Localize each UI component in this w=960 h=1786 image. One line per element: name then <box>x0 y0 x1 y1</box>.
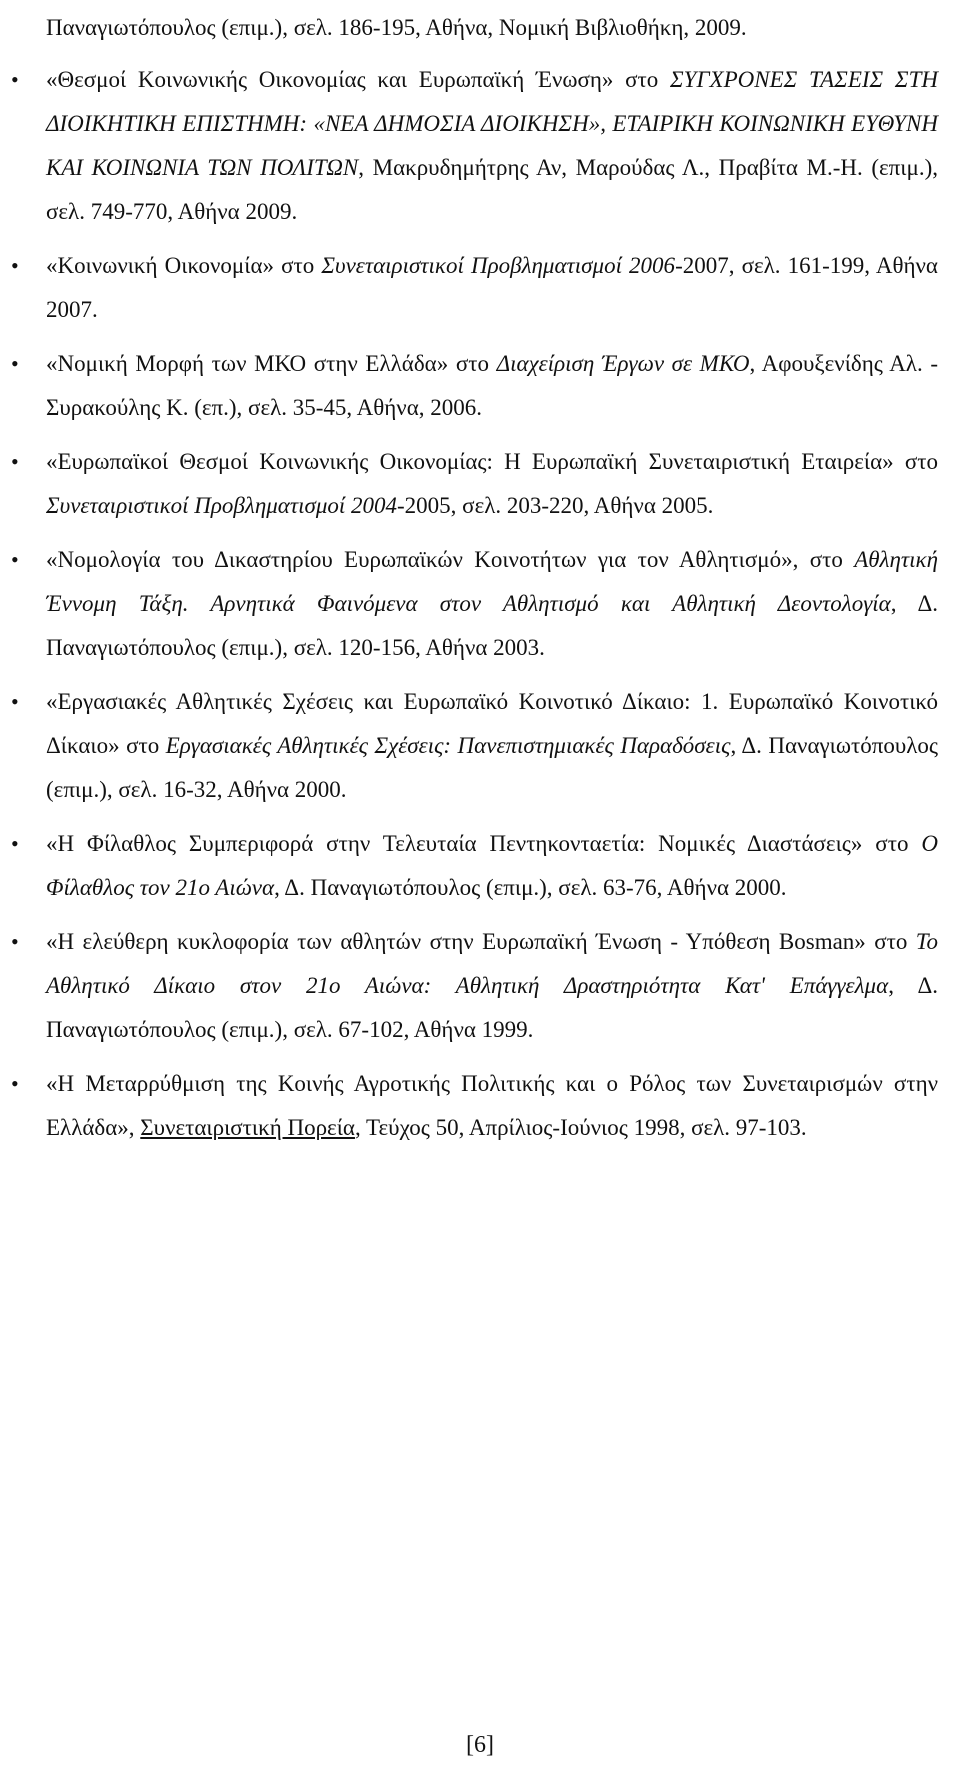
entry-text: «Κοινωνική Οικονομία» στο <box>46 253 322 278</box>
entry-details: , Αφουξενίδης Αλ. - Συρακούλης Κ. (επ.), σελ. 35-45, Αθήνα, 2006. <box>46 351 938 420</box>
list-item <box>46 680 938 812</box>
entry-text: «Η Μεταρρύθμιση της Κοινής Αγροτικής Πολιτικής και ο Ρόλος των Συνεταιρισμών στην Ελλάδα», <box>46 1071 938 1140</box>
entry-source-title: Εργασιακές Αθλητικές Σχέσεις: Πανεπιστημιακές Παραδόσεις <box>165 733 731 758</box>
list-item <box>46 440 938 528</box>
entry-text: «Νομική Μορφή των ΜΚΟ στην Ελλάδα» στο <box>46 351 497 376</box>
entry-details: -2007, σελ. 161-199, Αθήνα 2007. <box>46 253 938 322</box>
entry-details: , Μακρυδημήτρης Αν, Μαρούδας Λ., Πραβίτα Μ.-Η. (επιμ.), σελ. 749-770, Αθήνα 2009. <box>46 155 938 224</box>
entry-source-title: Συνεταιριστικοί Προβληματισμοί 2006 <box>321 253 676 278</box>
entry-text: «Ευρωπαϊκοί Θεσμοί Κοινωνικής Οικονομίας: Η Ευρωπαϊκή Συνεταιριστική Εταιρεία» στο <box>46 449 938 474</box>
list-item <box>46 822 938 910</box>
list-item <box>46 244 938 332</box>
entry-journal-title: Συνεταιριστική Πορεία <box>140 1115 355 1140</box>
entry-text: «Η ελεύθερη κυκλοφορία των αθλητών στην Ευρωπαϊκή Ένωση - Υπόθεση Bosman» στο <box>46 929 916 954</box>
bibliography-list <box>46 58 938 1150</box>
list-item <box>46 1062 938 1150</box>
entry-details: , Δ. Παναγιωτόπουλος (επιμ.), σελ. 16-32, Αθήνα 2000. <box>46 733 938 802</box>
list-item <box>46 538 938 670</box>
entry-details: , Τεύχος 50, Απρίλιος-Ιούνιος 1998, σελ. 97-103. <box>354 1115 807 1140</box>
list-item <box>46 342 938 430</box>
entry-details: -2005, σελ. 203-220, Αθήνα 2005. <box>397 493 714 518</box>
document-page <box>46 0 938 1160</box>
entry-source-title: Συνεταιριστικοί Προβληματισμοί 2004 <box>46 493 398 518</box>
entry-details: , Δ. Παναγιωτόπουλος (επιμ.), σελ. 120-156, Αθήνα 2003. <box>46 591 938 660</box>
entry-text: «Θεσμοί Κοινωνικής Οικονομίας και Ευρωπαϊκή Ένωση» στο <box>46 67 670 92</box>
page-number: [6] <box>466 1732 494 1758</box>
entry-text: «Νομολογία του Δικαστηρίου Ευρωπαϊκών Κοινοτήτων για τον Αθλητισμό», στο <box>46 547 855 572</box>
entry-source-title: ΣΥΓΧΡΟΝΕΣ ΤΑΣΕΙΣ ΣΤΗ ΔΙΟΙΚΗΤΙΚΗ ΕΠΙΣΤΗΜΗ: «ΝΕΑ ΔΗΜΟΣΙΑ ΔΙΟΙΚΗΣΗ», ΕΤΑΙΡΙΚΗ ΚΟΙΝΩΝΙΚΗ ΕΥΘΥΝΗ ΚΑΙ ΚΟΙΝΩΝΙΑ ΤΩΝ ΠΟΛΙΤΩΝ <box>46 67 938 180</box>
entry-details: , Δ. Παναγιωτόπουλος (επιμ.), σελ. 67-102, Αθήνα 1999. <box>46 973 938 1042</box>
entry-source-title: Αθλητική Έννομη Τάξη. Αρνητικά Φαινόμενα στον Αθλητισμό και Αθλητική Δεοντολογία <box>46 547 938 616</box>
continuation-text: Παναγιωτόπουλος (επιμ.), σελ. 186-195, Αθήνα, Νομική Βιβλιοθήκη, 2009. <box>46 15 747 40</box>
list-item <box>46 58 938 234</box>
entry-details: , Δ. Παναγιωτόπουλος (επιμ.), σελ. 63-76, Αθήνα 2000. <box>274 875 787 900</box>
continuation-paragraph <box>46 0 938 50</box>
entry-source-title: Ο Φίλαθλος τον 21ο Αιώνα <box>46 831 938 900</box>
entry-text: «Εργασιακές Αθλητικές Σχέσεις και Ευρωπαϊκό Κοινοτικό Δίκαιο: 1. Ευρωπαϊκό Κοινοτικό Δίκαιο» στο <box>46 689 938 758</box>
entry-source-title: Διαχείριση Έργων σε ΜΚΟ <box>496 351 750 376</box>
entry-text: «Η Φίλαθλος Συμπεριφορά στην Τελευταία Πεντηκονταετία: Νομικές Διαστάσεις» στο <box>46 831 922 856</box>
list-item <box>46 920 938 1052</box>
entry-source-title: Το Αθλητικό Δίκαιο στον 21ο Αιώνα: Αθλητική Δραστηριότητα Κατ' Επάγγελμα <box>46 929 938 998</box>
